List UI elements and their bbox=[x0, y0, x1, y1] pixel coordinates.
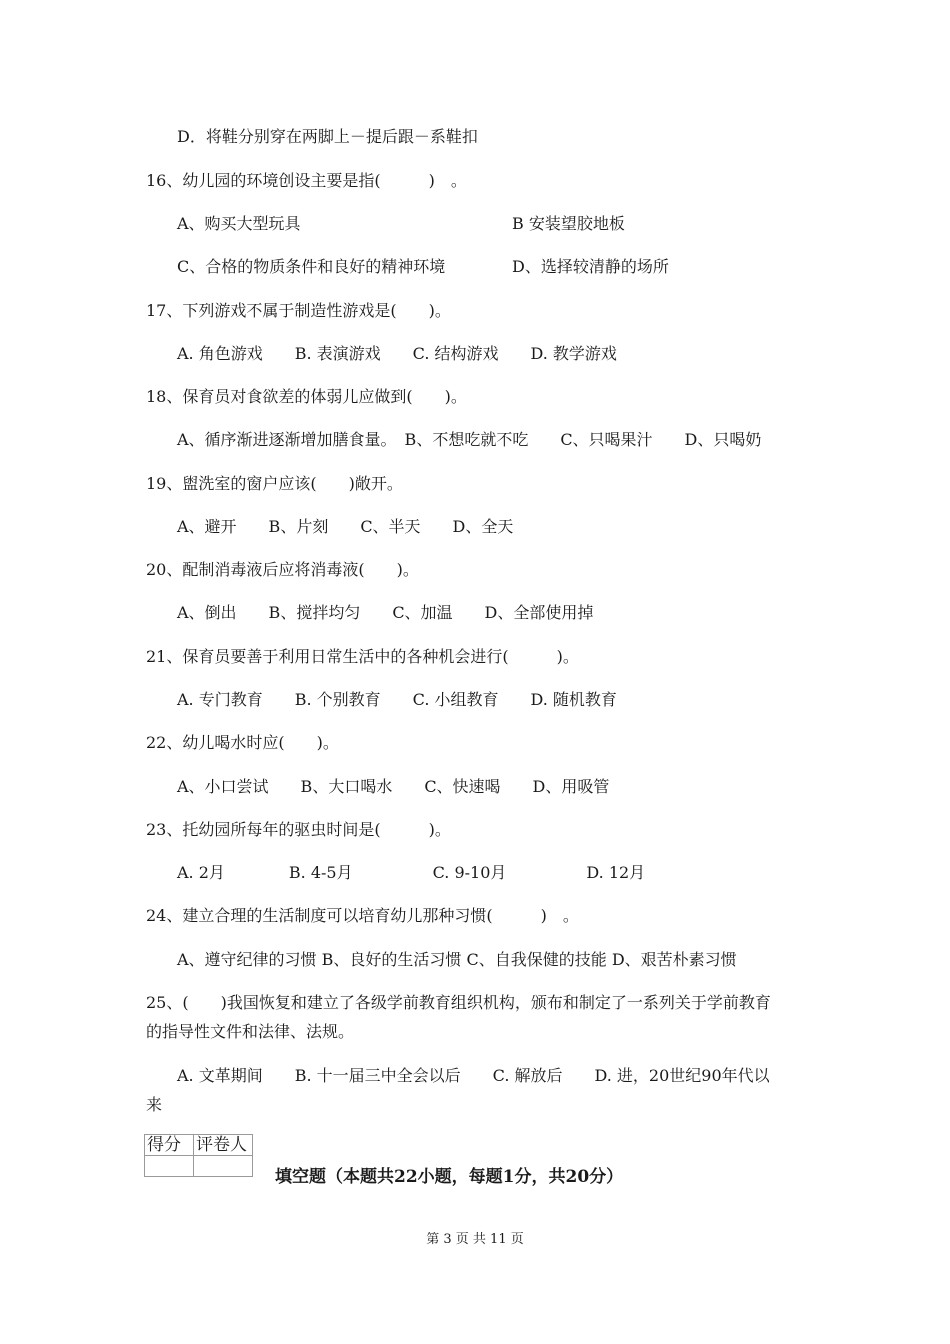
question-21: 21、保育员要善于利用日常生活中的各种机会进行( )。 bbox=[146, 647, 579, 666]
score-table bbox=[144, 1134, 253, 1177]
question-18: 18、保育员对食欲差的体弱儿应做到( )。 bbox=[146, 387, 467, 406]
q25-options: A. 文革期间 B. 十一届三中全会以后 C. 解放后 D. 进，20世纪90年代以 bbox=[177, 1066, 770, 1085]
q21-options: A. 专门教育 B. 个别教育 C. 小组教育 D. 随机教育 bbox=[177, 690, 617, 709]
q16-option-c: C、合格的物质条件和良好的精神环境 bbox=[177, 257, 446, 276]
q17-options: A. 角色游戏 B. 表演游戏 C. 结构游戏 D. 教学游戏 bbox=[177, 344, 617, 363]
q25-options-wrap: 来 bbox=[146, 1095, 163, 1114]
q23-options: A. 2月 B. 4-5月 C. 9-10月 D. 12月 bbox=[177, 863, 646, 882]
score-header: 得分 bbox=[145, 1135, 194, 1156]
question-22: 22、幼儿喝水时应( )。 bbox=[146, 733, 339, 752]
q16-option-b: B 安装望胶地板 bbox=[512, 214, 625, 233]
question-20: 20、配制消毒液后应将消毒液( )。 bbox=[146, 560, 419, 579]
q15-option-d: D．将鞋分别穿在两脚上－提后跟－系鞋扣 bbox=[177, 127, 478, 146]
q22-options: A、小口尝试 B、大口喝水 C、快速喝 D、用吸管 bbox=[177, 777, 610, 796]
question-19: 19、盥洗室的窗户应该( )敞开。 bbox=[146, 474, 403, 493]
section-title: 填空题（本题共22小题，每题1分，共20分） bbox=[275, 1167, 624, 1187]
page-footer: 第 3 页 共 11 页 bbox=[426, 1232, 524, 1247]
question-24: 24、建立合理的生活制度可以培育幼儿那种习惯( ) 。 bbox=[146, 906, 579, 925]
q20-options: A、倒出 B、搅拌均匀 C、加温 D、全部使用掉 bbox=[177, 603, 594, 622]
q16-option-d: D、选择较清静的场所 bbox=[512, 257, 669, 276]
score-cell[interactable] bbox=[145, 1156, 194, 1177]
grader-cell[interactable] bbox=[194, 1156, 253, 1177]
question-25-line2: 的指导性文件和法律、法规。 bbox=[146, 1022, 355, 1041]
grader-header: 评卷人 bbox=[194, 1135, 253, 1156]
question-23: 23、托幼园所每年的驱虫时间是( )。 bbox=[146, 820, 451, 839]
question-25-line1: 25、( )我国恢复和建立了各级学前教育组织机构，颁布和制定了一系列关于学前教育 bbox=[146, 993, 771, 1012]
q18-options: A、循序渐进逐渐增加膳食量。 B、不想吃就不吃 C、只喝果汁 D、只喝奶 bbox=[177, 430, 762, 449]
q24-options: A、遵守纪律的习惯 B、良好的生活习惯 C、自我保健的技能 D、艰苦朴素习惯 bbox=[177, 950, 737, 969]
question-16: 16、幼儿园的环境创设主要是指( ) 。 bbox=[146, 171, 467, 190]
q19-options: A、避开 B、片刻 C、半天 D、全天 bbox=[177, 517, 514, 536]
question-17: 17、下列游戏不属于制造性游戏是( )。 bbox=[146, 301, 451, 320]
q16-option-a: A、购买大型玩具 bbox=[177, 214, 301, 233]
